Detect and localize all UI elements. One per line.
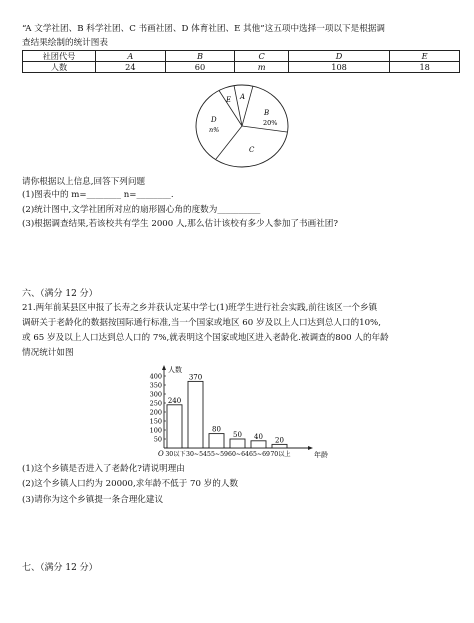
intro-line-2: 查结果绘制的统计图表 <box>22 38 108 48</box>
x-tick-label: 55~59 <box>207 451 228 458</box>
question-1-1: (1)图表中的 m=________ n=________. <box>22 190 174 200</box>
y-tick-label: 150 <box>149 417 162 426</box>
bar-value-label: 240 <box>167 396 182 405</box>
section-6-paragraph-3: 或 65 岁及以上人口达到总人口的 7%,就表明这个国家或地区进入老龄化.被调查的800 人的年龄 <box>22 333 389 343</box>
section-6-paragraph-4: 情况统计如图 <box>22 348 74 358</box>
bar-value-label: 20 <box>275 436 284 445</box>
x-axis-label: 年龄 <box>314 451 328 459</box>
table-row <box>23 51 460 62</box>
question-2-2: (2)这个乡镇人口约为 20000,求年龄不低于 70 岁的人数 <box>22 479 239 489</box>
pie-divider <box>216 126 242 159</box>
club-stats-table <box>22 50 460 73</box>
x-tick-label: 30以下 <box>165 451 186 458</box>
pie-label-b-percent: 20% <box>263 119 278 127</box>
table-header-label: 社团代号 <box>23 51 96 62</box>
table-code-cell: C <box>235 51 288 62</box>
pie-label-c: C <box>249 146 255 154</box>
table-code-cell: A <box>96 51 166 62</box>
y-tick-label: 400 <box>149 372 162 381</box>
pie-label-d-percent: n% <box>209 126 220 134</box>
bar <box>188 381 203 448</box>
question-1-2: (2)统计图中,文学社团所对应的扇形圆心角的度数为__________ <box>22 205 261 215</box>
table-count-cell: 24 <box>96 62 166 73</box>
age-bar-chart <box>138 364 338 464</box>
questions1-prompt: 请你根据以上信息,回答下列问题 <box>22 177 146 187</box>
y-tick-label: 50 <box>153 435 162 444</box>
table-count-cell: 18 <box>390 62 460 73</box>
pie-label-e: E <box>226 96 232 104</box>
y-tick-label: 250 <box>149 399 162 408</box>
y-tick-label: 200 <box>149 408 162 417</box>
bar-value-label: 40 <box>254 432 263 441</box>
table-count-cell: m <box>235 62 288 73</box>
table-count-cell: 108 <box>288 62 390 73</box>
x-tick-label: 30~54 <box>186 451 207 458</box>
question-2-1: (1)这个乡镇是否进入了老龄化?请说明理由 <box>22 464 185 474</box>
intro-line-1: “A 文学社团、B 科学社团、C 书画社团、D 体育社团、E 其他”这五项中选择一项以下是根据调 <box>22 24 385 34</box>
y-tick-label: 300 <box>149 390 162 399</box>
origin-label: O <box>158 450 164 458</box>
x-tick-label: 70以上 <box>270 451 291 458</box>
table-count-cell: 60 <box>165 62 235 73</box>
y-tick-label: 100 <box>149 426 162 435</box>
pie-label-d: D <box>211 116 217 124</box>
table-code-cell: E <box>390 51 460 62</box>
y-tick-label: 350 <box>149 381 162 390</box>
y-axis-label: 人数 <box>168 366 182 374</box>
club-pie-chart <box>186 82 298 172</box>
bar <box>167 405 182 448</box>
y-axis-arrow <box>162 365 166 370</box>
bar <box>251 441 266 448</box>
bar <box>230 439 245 448</box>
table-code-cell: B <box>165 51 235 62</box>
question-1-3: (3)根据调查结果,若该校共有学生 2000 人,那么估计该校有多少人参加了书画社团? <box>22 219 338 229</box>
section-6-paragraph-2: 调研关于老龄化的数据按国际通行标准,当一个国家或地区 60 岁及以上人口达到总人口的10%, <box>22 318 381 328</box>
section-7-heading: 七、（满分 12 分） <box>22 563 98 573</box>
pie-label-a: A <box>240 93 246 101</box>
table-row-label: 人数 <box>23 62 96 73</box>
section-6-heading: 六、（满分 12 分） <box>22 289 98 299</box>
question-2-3: (3)请你为这个乡镇提一条合理化建议 <box>22 495 164 505</box>
bar-value-label: 370 <box>188 373 203 382</box>
x-axis-arrow <box>308 446 313 450</box>
bar <box>272 444 287 448</box>
x-tick-label: 60~64 <box>228 451 249 458</box>
pie-divider <box>242 86 253 126</box>
section-6-paragraph-1: 21.两年前某县区申报了长寿之乡并获认定某中学七(1)班学生进行社会实践,前往该区一个乡镇 <box>22 303 378 313</box>
table-code-cell: D <box>288 51 390 62</box>
bar-value-label: 50 <box>233 431 242 439</box>
bar <box>209 434 224 448</box>
pie-label-b: B <box>264 109 270 117</box>
bar-value-label: 80 <box>212 425 221 434</box>
table-row <box>23 62 460 73</box>
x-tick-label: 65~69 <box>249 451 270 458</box>
